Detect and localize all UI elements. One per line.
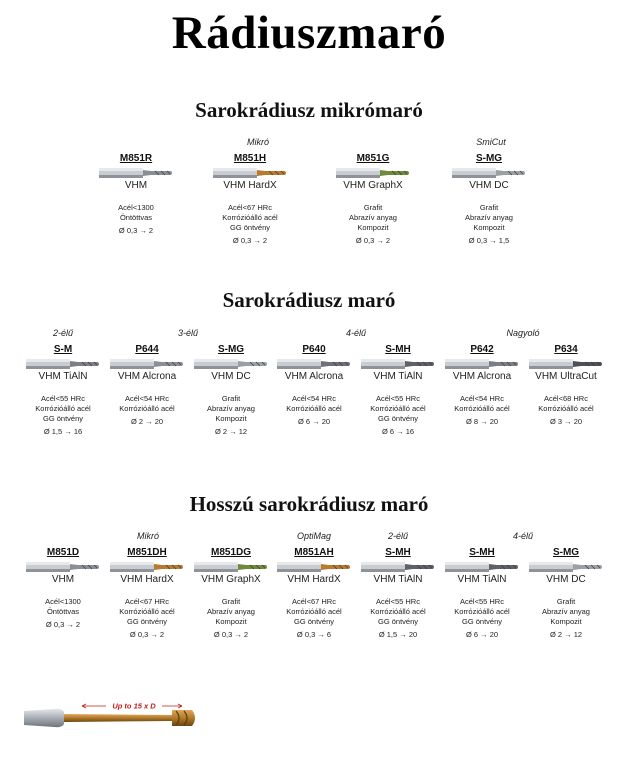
endmill-icon xyxy=(361,358,435,370)
tool-code[interactable]: S-MG xyxy=(475,153,503,164)
diameter-range: Ø 0,3 → 2 xyxy=(45,620,81,629)
endmill-icon xyxy=(277,561,351,573)
section-title: Sarokrádiusz maró xyxy=(222,288,396,312)
tool-application: Korrózióálló acél xyxy=(370,404,426,413)
tool-application: Kompozit xyxy=(215,414,247,423)
endmill-icon xyxy=(26,561,100,573)
diameter-range: Ø 1,5 → 16 xyxy=(43,427,83,436)
tool-application: Acél<1300 xyxy=(45,597,81,606)
tool-application: Abrazív anyag xyxy=(465,213,513,222)
group-label: 4-élű xyxy=(512,531,533,541)
tool-application: Acél<54 HRc xyxy=(125,394,169,403)
tool-card xyxy=(205,152,295,246)
tool-material: VHM DC xyxy=(469,180,509,191)
endmill-icon xyxy=(361,561,435,573)
tool-application: Korrózióálló acél xyxy=(370,607,426,616)
group-label: Mikró xyxy=(137,531,159,541)
tool-application: Acél<67 HRc xyxy=(292,597,336,606)
tool-application: GG öntvény xyxy=(377,414,419,423)
group-label: Mikró xyxy=(247,137,269,147)
tool-material: VHM TiAlN xyxy=(38,371,88,382)
tool-material: VHM Alcrona xyxy=(117,371,177,382)
tool-application: Öntöttvas xyxy=(46,607,80,616)
section-title: Hosszú sarokrádiusz maró xyxy=(189,492,429,516)
tool-applications xyxy=(437,597,527,627)
tool-application: Korrózióálló acél xyxy=(119,607,175,616)
tool-material: VHM TiAlN xyxy=(373,371,423,382)
tool-application: Kompozit xyxy=(357,223,389,232)
tool-card xyxy=(521,546,611,640)
diameter-range: Ø 6 → 20 xyxy=(465,630,499,639)
tool-application: Grafit xyxy=(479,203,499,212)
section-title: Sarokrádiusz mikrómaró xyxy=(195,98,423,122)
tool-application: Acél<1300 xyxy=(118,203,154,212)
tool-card xyxy=(437,546,527,640)
tool-application: Acél<55 HRc xyxy=(376,597,420,606)
tool-application: GG öntvény xyxy=(42,414,84,423)
tool-application: GG öntvény xyxy=(377,617,419,626)
tool-applications xyxy=(186,597,276,627)
tool-code[interactable]: M851G xyxy=(356,153,390,164)
long-reach-endmill-illustration xyxy=(22,700,200,736)
diameter-range: Ø 8 → 20 xyxy=(465,417,499,426)
tool-material: VHM TiAlN xyxy=(457,574,507,585)
diameter-range: Ø 0,3 → 6 xyxy=(296,630,332,639)
endmill-icon xyxy=(213,167,287,179)
group-label: OptiMag xyxy=(296,531,331,541)
diameter-range: Ø 0,3 → 2 xyxy=(355,236,391,245)
tool-application: Kompozit xyxy=(550,617,582,626)
endmill-icon xyxy=(445,561,519,573)
tool-applications xyxy=(91,203,181,223)
tool-application: Korrózióálló acél xyxy=(286,404,342,413)
group-label: 2-élű xyxy=(387,531,408,541)
diameter-range: Ø 2 → 20 xyxy=(130,417,164,426)
tool-applications xyxy=(186,394,276,424)
tool-application: Acél<55 HRc xyxy=(41,394,85,403)
tool-application: Korrózióálló acél xyxy=(454,607,510,616)
endmill-icon xyxy=(110,561,184,573)
tool-code[interactable]: S-M xyxy=(53,344,73,355)
tool-application: Abrazív anyag xyxy=(349,213,397,222)
tool-material: VHM Alcrona xyxy=(284,371,344,382)
group-label: SmiCut xyxy=(476,137,506,147)
tool-code[interactable]: M851D xyxy=(46,547,80,558)
tool-application: Acél<67 HRc xyxy=(228,203,272,212)
tool-code[interactable]: S-MH xyxy=(385,344,411,355)
tool-applications xyxy=(353,597,443,627)
tool-application: Grafit xyxy=(221,597,241,606)
tool-applications xyxy=(205,203,295,233)
endmill-icon xyxy=(529,561,603,573)
tool-material: VHM GraphX xyxy=(201,574,261,585)
tool-card xyxy=(521,343,611,427)
tool-applications xyxy=(18,394,108,424)
tool-application: Kompozit xyxy=(215,617,247,626)
tool-code[interactable]: S-MH xyxy=(385,547,411,558)
tool-code[interactable]: M851DG xyxy=(210,547,251,558)
tool-applications xyxy=(269,394,359,414)
tool-application: Kompozit xyxy=(473,223,505,232)
tool-applications xyxy=(102,394,192,414)
endmill-icon xyxy=(452,167,526,179)
diameter-range: Ø 0,3 → 2 xyxy=(213,630,249,639)
diameter-range: Ø 6 → 16 xyxy=(381,427,415,436)
tool-application: Korrózióálló acél xyxy=(538,404,594,413)
tool-card xyxy=(444,152,534,246)
tool-application: Grafit xyxy=(221,394,241,403)
tool-application: Öntöttvas xyxy=(119,213,153,222)
tool-application: GG öntvény xyxy=(126,617,168,626)
group-label: 2-élű xyxy=(52,328,73,338)
diameter-range: Ø 1,5 → 20 xyxy=(378,630,418,639)
tool-applications xyxy=(269,597,359,627)
tool-application: Acél<54 HRc xyxy=(292,394,336,403)
tool-material: VHM HardX xyxy=(223,180,277,191)
endmill-icon xyxy=(277,358,351,370)
tool-material: VHM HardX xyxy=(120,574,174,585)
tool-application: Korrózióálló acél xyxy=(286,607,342,616)
tool-material: VHM xyxy=(51,574,75,585)
tool-application: Korrózióálló acél xyxy=(454,404,510,413)
endmill-icon xyxy=(529,358,603,370)
tool-application: Acél<67 HRc xyxy=(125,597,169,606)
tool-material: VHM DC xyxy=(546,574,586,585)
tool-code[interactable]: P644 xyxy=(135,344,159,355)
diameter-range: Ø 0,3 → 2 xyxy=(118,226,154,235)
tool-application: Grafit xyxy=(556,597,576,606)
tool-card xyxy=(102,546,192,640)
diameter-range: Ø 0,3 → 2 xyxy=(232,236,268,245)
tool-material: VHM xyxy=(124,180,148,191)
diameter-range: Ø 3 → 20 xyxy=(549,417,583,426)
tool-applications xyxy=(521,597,611,627)
tool-application: Korrózióálló acél xyxy=(119,404,175,413)
tool-code[interactable]: M851H xyxy=(233,153,267,164)
tool-code[interactable]: P634 xyxy=(554,344,578,355)
endmill-icon xyxy=(99,167,173,179)
tool-code[interactable]: P642 xyxy=(470,344,494,355)
tool-code[interactable]: M851AH xyxy=(294,547,334,558)
endmill-icon xyxy=(110,358,184,370)
tool-code[interactable]: P640 xyxy=(302,344,326,355)
tool-application: Abrazív anyag xyxy=(542,607,590,616)
tool-card xyxy=(269,546,359,640)
endmill-icon xyxy=(26,358,100,370)
tool-material: VHM HardX xyxy=(287,574,341,585)
tool-applications xyxy=(102,597,192,627)
group-label: Nagyoló xyxy=(506,328,540,338)
diameter-range: Ø 0,3 → 1,5 xyxy=(468,236,510,245)
long-tool-label: Up to 15 x D xyxy=(112,701,156,711)
tool-card xyxy=(186,546,276,640)
tool-application: Abrazív anyag xyxy=(207,607,255,616)
tool-card xyxy=(437,343,527,427)
tool-application: Korrózióálló acél xyxy=(35,404,91,413)
endmill-icon xyxy=(194,561,268,573)
tool-code[interactable]: S-MG xyxy=(217,344,245,355)
tool-card xyxy=(102,343,192,427)
tool-application: Abrazív anyag xyxy=(207,404,255,413)
tool-material: VHM UltraCut xyxy=(535,371,597,382)
tool-code[interactable]: S-MG xyxy=(552,547,580,558)
tool-card xyxy=(18,343,108,437)
tool-code[interactable]: M851R xyxy=(119,153,153,164)
diameter-range: Ø 2 → 12 xyxy=(214,427,248,436)
group-label: 3-élű xyxy=(177,328,198,338)
tool-code[interactable]: M851DH xyxy=(127,547,167,558)
tool-card xyxy=(269,343,359,427)
diameter-range: Ø 6 → 20 xyxy=(297,417,331,426)
tool-application: Korrózióálló acél xyxy=(222,213,278,222)
tool-application: GG öntvény xyxy=(293,617,335,626)
tool-card xyxy=(353,546,443,640)
tool-applications xyxy=(353,394,443,424)
endmill-icon xyxy=(336,167,410,179)
endmill-icon xyxy=(445,358,519,370)
tool-applications xyxy=(521,394,611,414)
tool-card xyxy=(18,546,108,630)
tool-applications xyxy=(437,394,527,414)
tool-application: Acél<55 HRc xyxy=(376,394,420,403)
tool-card xyxy=(91,152,181,236)
tool-card xyxy=(328,152,418,246)
tool-material: VHM TiAlN xyxy=(373,574,423,585)
tool-material: VHM Alcrona xyxy=(452,371,512,382)
tool-material: VHM GraphX xyxy=(343,180,403,191)
tool-card xyxy=(186,343,276,437)
tool-card xyxy=(353,343,443,437)
endmill-icon xyxy=(194,358,268,370)
tool-code[interactable]: S-MH xyxy=(469,547,495,558)
tool-application: GG öntvény xyxy=(229,223,271,232)
diameter-range: Ø 2 → 12 xyxy=(549,630,583,639)
tool-material: VHM DC xyxy=(211,371,251,382)
tool-application: GG öntvény xyxy=(461,617,503,626)
tool-application: Acél<68 HRc xyxy=(544,394,588,403)
tool-application: Acél<55 HRc xyxy=(460,597,504,606)
tool-applications xyxy=(328,203,418,233)
diameter-range: Ø 0,3 → 2 xyxy=(129,630,165,639)
tool-application: Grafit xyxy=(363,203,383,212)
page-title: Rádiuszmaró xyxy=(171,7,447,59)
tool-applications xyxy=(444,203,534,233)
group-label: 4-élű xyxy=(345,328,366,338)
tool-application: Acél<54 HRc xyxy=(460,394,504,403)
tool-applications xyxy=(18,597,108,617)
